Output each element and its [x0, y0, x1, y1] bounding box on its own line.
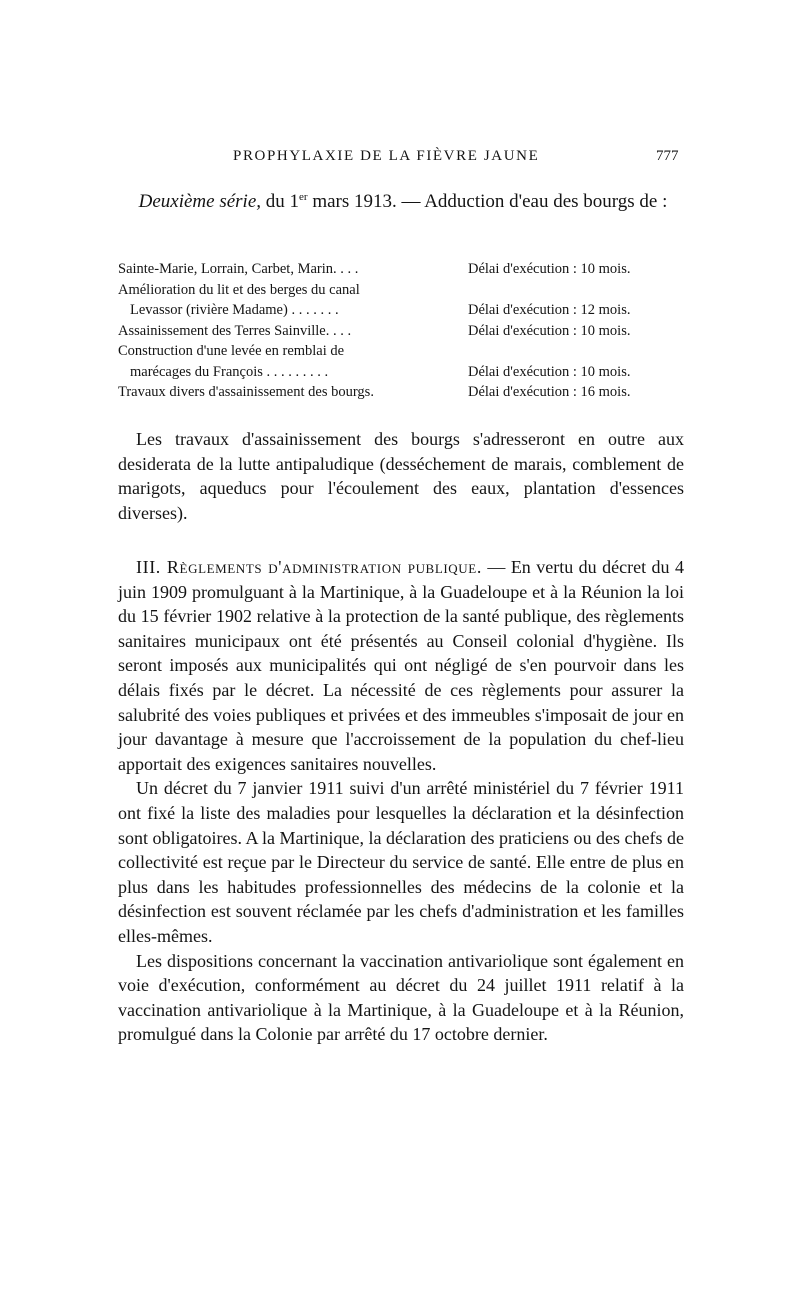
work-item: [118, 321, 690, 342]
page-number: 777: [656, 148, 679, 164]
paragraph-vaccination: Les dispositions concernant la vaccination antivariolique sont également en voie d'exécution, conformément au décret du 24 juillet 1911 relatif à la vaccination antivariolique à la Martinique, à la Guadeloupe et à la Réunion, promulgué dans la Colonie par arrêté du 17 octobre dernier.: [118, 950, 684, 1045]
paragraph-decret: Un décret du 7 janvier 1911 suivi d'un arrêté ministériel du 7 février 1911 ont fixé la liste des maladies pour lesquelles la déclaration et la désinfection sont obligatoires. A la Martinique, la déclaration des praticiens ou des chefs de collectivité est reçue par le Directeur du service de santé. Elle entre de plus en plus dans les habitudes professionnelles des médecins de la colonie et la désinfection est souvent réclamée par les chefs d'administration et les familles elles-mêmes.: [118, 778, 684, 946]
section-heading: III. Règlements d'administration publique.: [136, 557, 482, 577]
work-delay: Délai d'exécution : 10 mois.: [468, 322, 631, 339]
work-name-line: Sainte-Marie, Lorrain, Carbet, Marin. . . .: [118, 261, 359, 277]
paragraph-text: — En vertu du décret du 4 juin 1909 promulguant à la Martinique, à la Guadeloupe et à la Réunion la loi du 15 février 1902 relative à la protection de la santé publique, des règlements sanitaires municipaux ont été présentés au Conseil colonial d'hygiène. Ils seront imposés aux municipalités qui ont négligé de s'en pourvoir dans les délais fixés par le décret. La nécessité de ces règlements pour assurer la salubrité des voies publiques et privées et des immeubles s'imposait de jour en jour davantage à mesure que l'accroissement de la population du chef-lieu apportait des exigences sanitaires nouvelles.: [118, 557, 684, 774]
running-head: [0, 148, 800, 172]
work-name-line: Assainissement des Terres Sainville. . . .: [118, 322, 352, 339]
series-description: mars 1913. — Adduction d'eau des bourgs de :: [307, 191, 668, 212]
work-name: [118, 382, 448, 403]
work-delay: Délai d'exécution : 16 mois.: [468, 384, 631, 400]
work-name-line: Amélioration du lit et des berges du canal: [118, 281, 360, 298]
work-item: [118, 280, 690, 321]
paragraph-reglements: [118, 555, 684, 776]
work-name-continuation: marécages du François . . . . . . . . .: [130, 363, 329, 380]
work-delay: Délai d'exécution : 10 mois.: [468, 261, 631, 277]
paragraph-antipaludique: [118, 427, 684, 525]
work-name-line: Travaux divers d'assainissement des bourgs.: [118, 384, 374, 400]
work-item: [118, 341, 690, 382]
works-list: [118, 259, 690, 403]
work-delay: Délai d'exécution : 10 mois.: [468, 363, 631, 380]
work-name-continuation: Levassor (rivière Madame) . . . . . . .: [130, 302, 339, 318]
work-name: [118, 280, 448, 321]
work-name: [118, 341, 448, 382]
work-name-line: Construction d'une levée en remblai de: [118, 343, 345, 359]
series-date-sup: er: [299, 191, 308, 203]
series-intro: [118, 190, 688, 214]
section-reglements: [118, 555, 684, 1047]
paragraph-text: Les travaux d'assainissement des bourgs s'adresseront en outre aux desiderata de la lutte antipaludique (desséchement de marais, comblement de marigots, aqueducs pour l'écoulement des eaux, plantation d'essences diverses).: [118, 429, 684, 523]
work-name: [118, 321, 448, 342]
series-date: du 1: [265, 191, 300, 212]
work-delay: Délai d'exécution : 12 mois.: [468, 302, 631, 318]
work-name: [118, 259, 448, 280]
work-item: [118, 382, 690, 403]
work-item: [118, 259, 690, 280]
running-title: PROPHYLAXIE DE LA FIÈVRE JAUNE: [233, 148, 540, 164]
series-label: Deuxième série,: [138, 191, 262, 212]
